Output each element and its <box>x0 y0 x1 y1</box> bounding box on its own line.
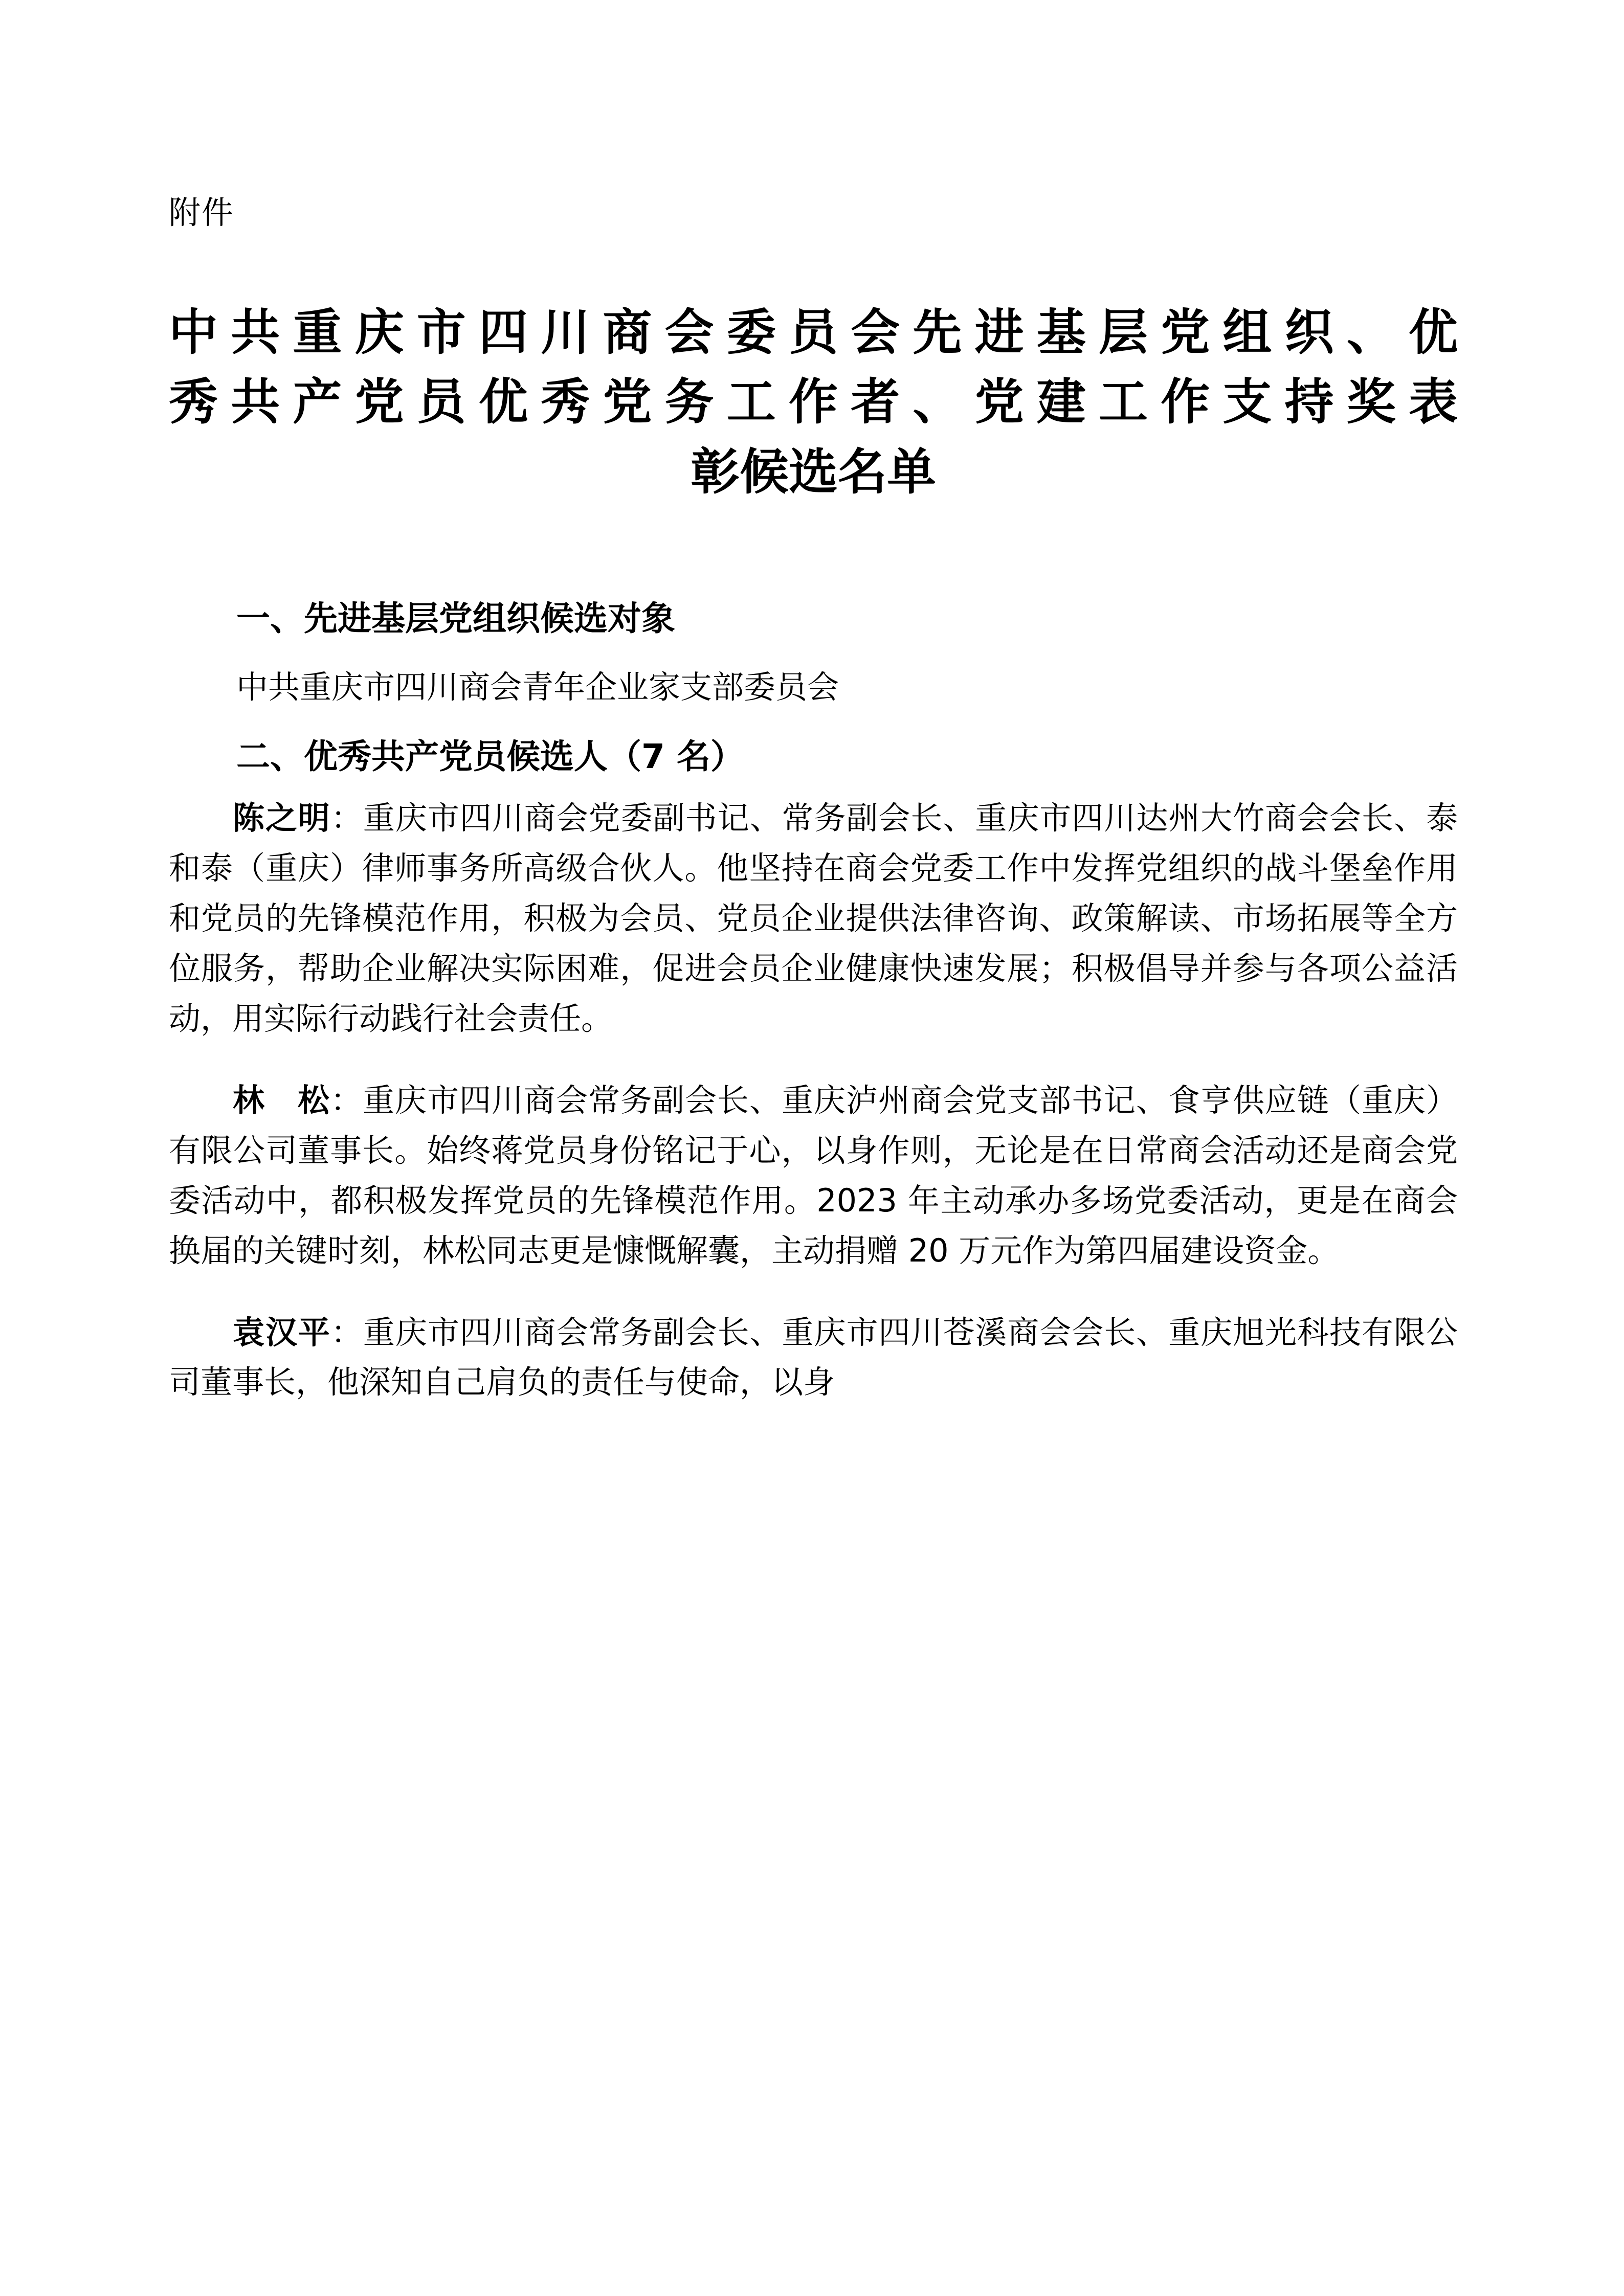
title-line-2: 秀共产党员优秀党务工作者、党建工作支持奖表 <box>169 373 1458 431</box>
person-name: 袁汉平 <box>232 1313 331 1351</box>
person-description: 重庆市四川商会党委副书记、常务副会长、重庆市四川达州大竹商会会长、泰和泰（重庆）律师事务所高级合伙人。他坚持在商会党委工作中发挥党组织的战斗堡垒作用和党员的先锋模范作用，积极为会员、党员企业提供法律咨询、政策解读、市场拓展等全方位服务，帮助企业解决实际困难，促进会员企业健康快速发展；积极倡导并参与各项公益活动，用实际行动践行社会责任。 <box>169 799 1458 1037</box>
section-heading-one: 一、先进基层党组织候选对象 <box>236 598 675 638</box>
person-description: 重庆市四川商会常务副会长、重庆泸州商会党支部书记、食亨供应链（重庆）有限公司董事长。始终蒋党员身份铭记于心，以身作则，无论是在日常商会活动还是商会党委活动中，都积极发挥党员的先锋模范作用。2023 年主动承办多场党委活动，更是在商会换届的关键时刻，林松同志更是慷慨解囊，主动捐赠 20 万元作为第四届建设资金。 <box>169 1081 1458 1269</box>
person-name-colon: ： <box>330 799 363 837</box>
person-name: 陈之明 <box>232 799 331 837</box>
attachment-label: 附件 <box>169 194 235 231</box>
person-entry-yuan-hanping <box>169 1308 1458 1408</box>
title-line-1: 中共重庆市四川商会委员会先进基层党组织、优 <box>169 304 1458 361</box>
page-content <box>169 0 1458 1439</box>
person-name <box>232 1082 330 1119</box>
person-entry-lin-song <box>169 1075 1458 1276</box>
section-heading-two: 二、优秀共产党员候选人（7 名） <box>236 736 744 776</box>
person-name-colon: ： <box>330 1313 363 1351</box>
person-name-last-char: 松 <box>297 1081 330 1119</box>
person-entry-chen-zhiming <box>169 793 1458 1044</box>
title-line-3: 彰候选名单 <box>691 443 936 501</box>
advanced-party-org-candidate: 中共重庆市四川商会青年企业家支部委员会 <box>236 668 839 706</box>
person-name-first-char: 林 <box>232 1081 265 1119</box>
document-title <box>169 298 1458 507</box>
person-name-colon: ： <box>330 1081 363 1119</box>
person-description: 重庆市四川商会常务副会长、重庆市四川苍溪商会会长、重庆旭光科技有限公司董事长，他深知自己肩负的责任与使命，以身 <box>169 1313 1458 1401</box>
